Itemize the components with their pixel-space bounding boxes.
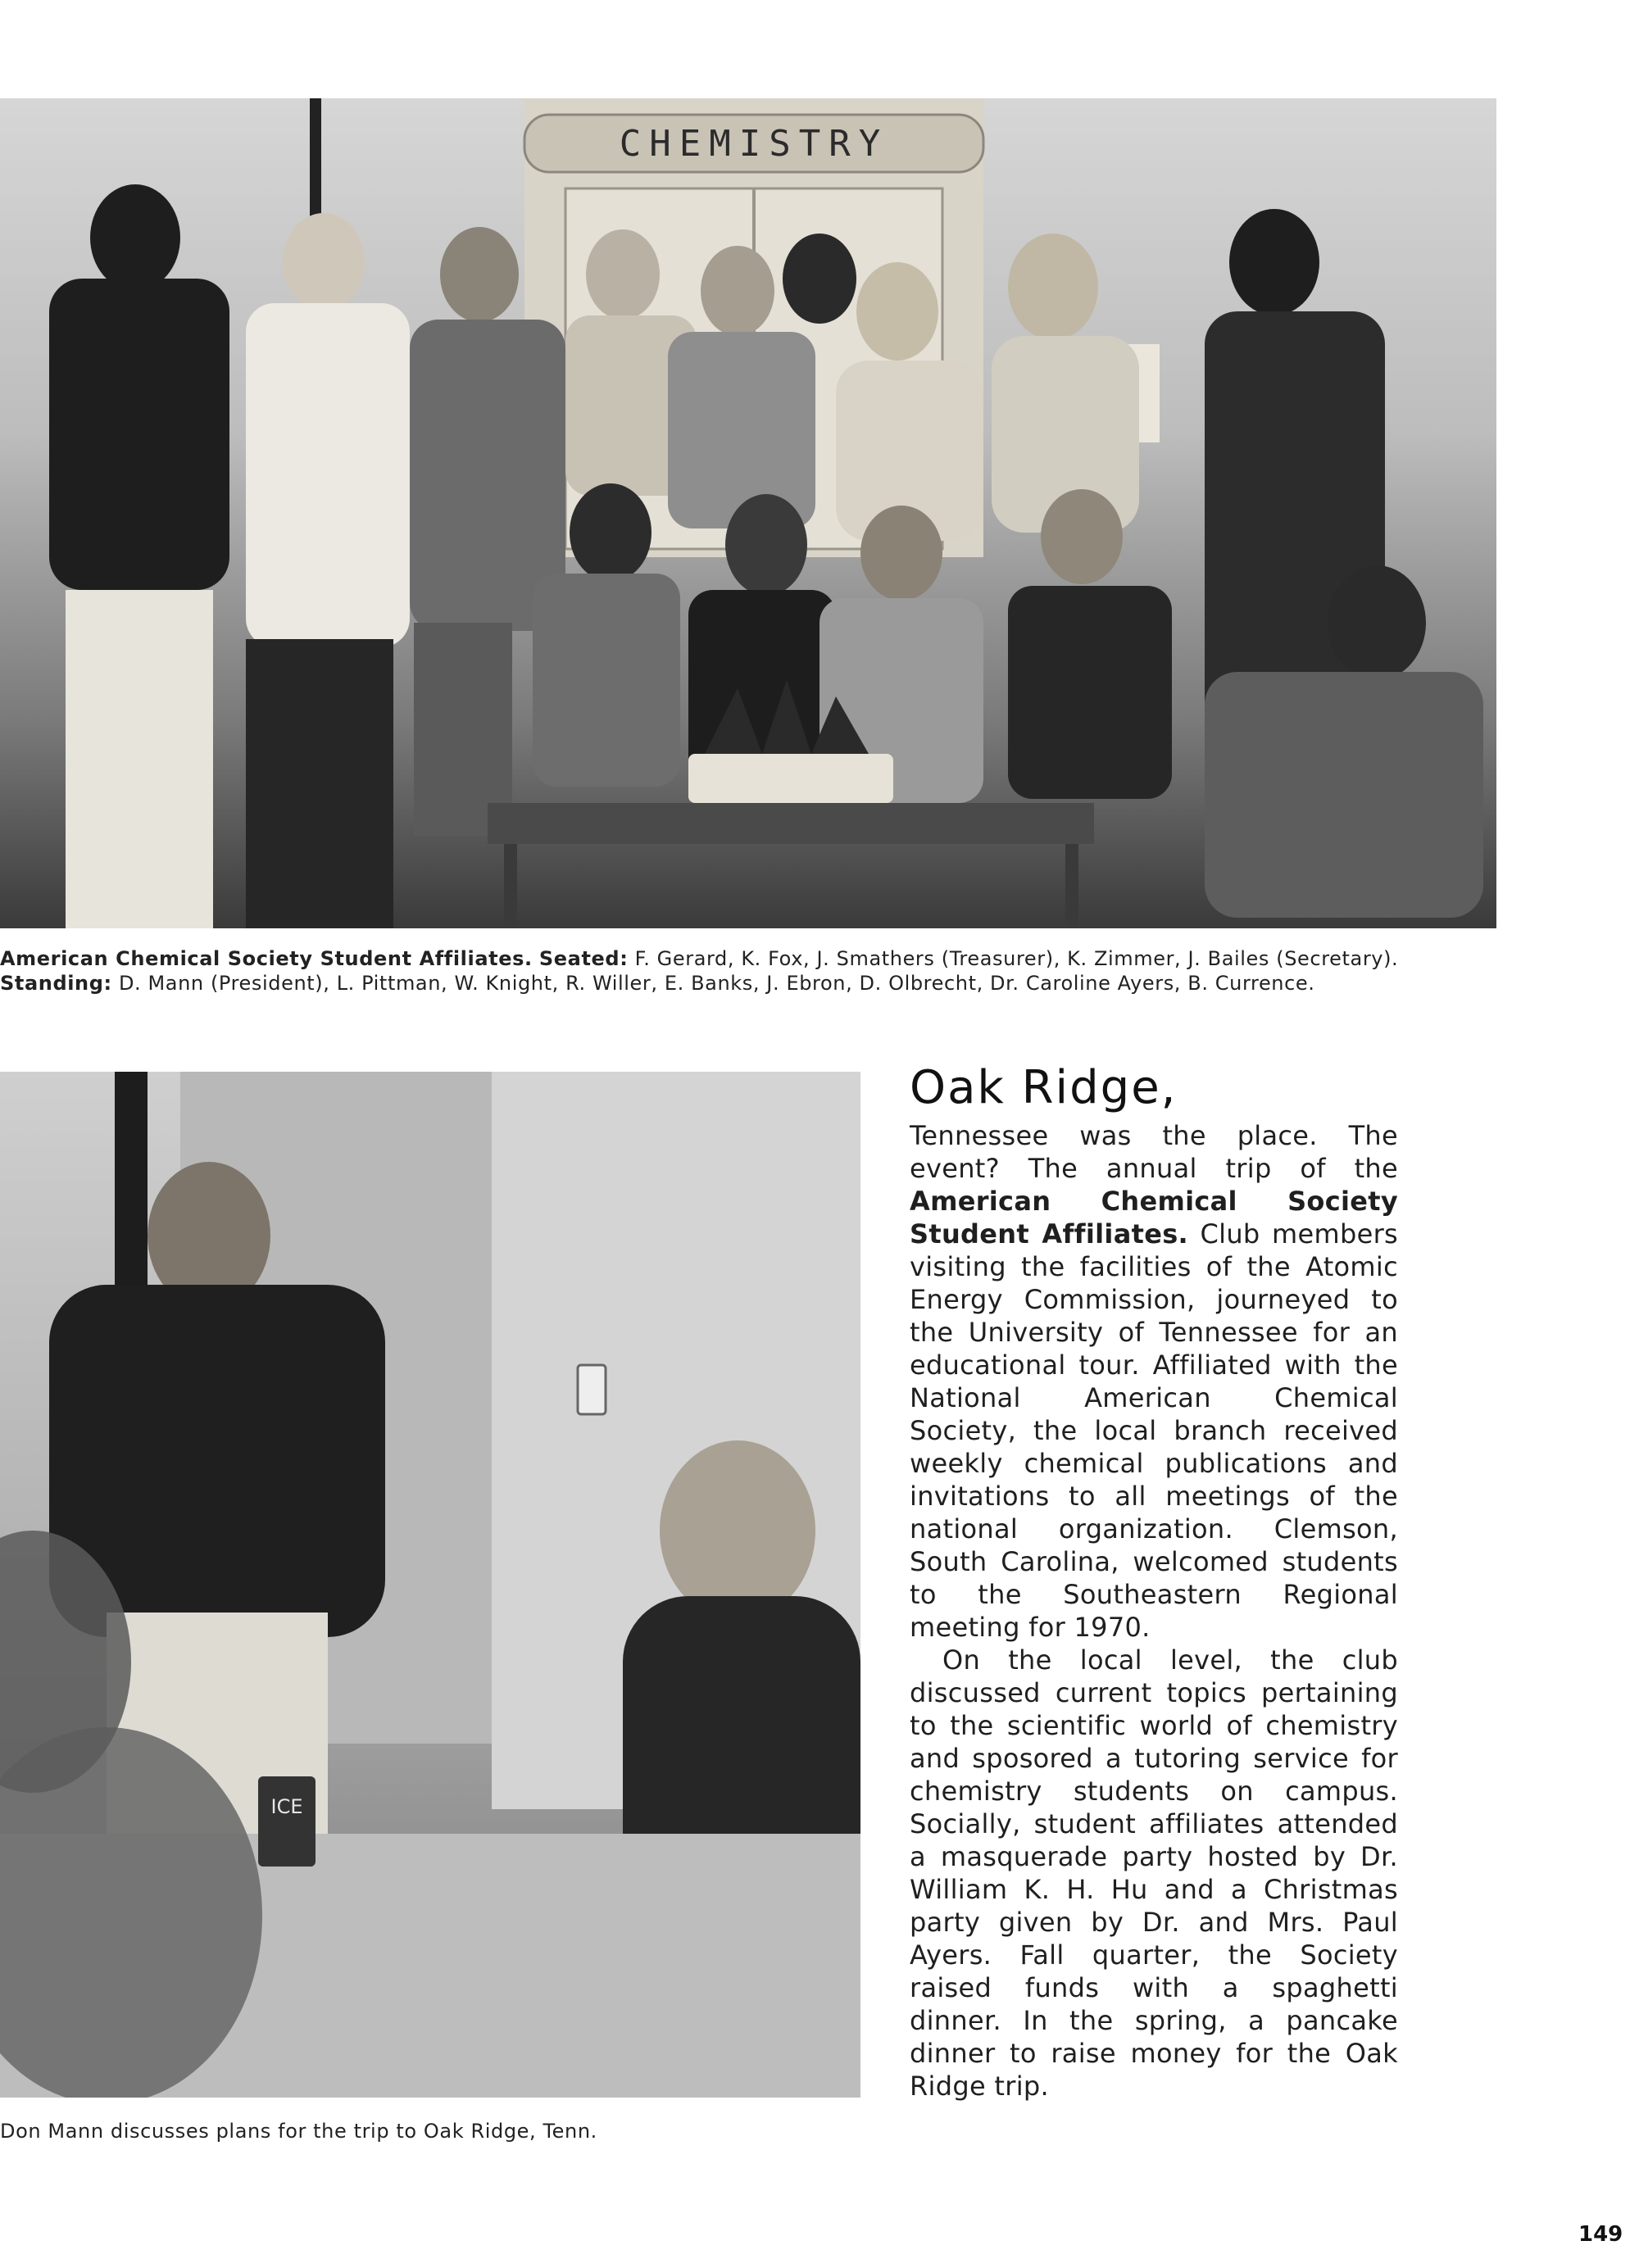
meeting-photo-illustration bbox=[0, 1072, 860, 2098]
paragraph-1-lead: Tennessee was the place. The event? The annual trip of the bbox=[910, 1120, 1398, 1184]
article-paragraph-2: On the local level, the club discussed current topics pertaining to the scientific world of chemistry and sposored a tutoring service for chemistry students on campus. Socially, student affiliates attended a masquerade party hosted by Dr. William K. H. Hu and a Christmas party given by Dr. and Mrs. Paul Ayers. Fall quarter, the Society raised funds with a spaghetti dinner. In the spring, a pancake dinner to raise money for the Oak Ridge trip. bbox=[910, 1644, 1398, 2102]
group-photo-caption bbox=[0, 946, 1398, 996]
cup-text: ICE bbox=[270, 1795, 303, 1818]
chemistry-sign-text: CHEMISTRY bbox=[619, 123, 889, 165]
page-number: 149 bbox=[1578, 2222, 1623, 2247]
caption-standing-label: Standing: bbox=[0, 972, 112, 995]
cup bbox=[258, 1776, 316, 1867]
meeting-photo-caption: Don Mann discusses plans for the trip to Oak Ridge, Tenn. bbox=[0, 2120, 597, 2143]
article-headline: Oak Ridge, bbox=[910, 1061, 1178, 1114]
article-body bbox=[910, 1119, 1398, 2102]
coffee-table bbox=[488, 803, 1094, 844]
light-switch bbox=[578, 1365, 606, 1414]
paragraph-1-rest: Club members visiting the facilities of the Atomic Energy Commission, journeyed to the University of Tennessee for an educational tour. Affiliated with the National American Chemical Society, the local branch received weekly chemical publications and invitations to all meetings of the national organization. Clemson, South Carolina, welcomed students to the Southeastern Regional meeting for 1970. bbox=[910, 1218, 1398, 1643]
plant-planter bbox=[688, 754, 893, 803]
seated-woman-head bbox=[660, 1440, 815, 1621]
group-photo bbox=[0, 98, 1496, 928]
article bbox=[910, 1062, 1398, 2102]
meeting-photo bbox=[0, 1072, 860, 2098]
group-photo-illustration bbox=[0, 98, 1496, 928]
caption-seated-label: Seated: bbox=[538, 947, 629, 970]
caption-standing-names: D. Mann (President), L. Pittman, W. Knight, R. Willer, E. Banks, J. Ebron, D. Olbrecht, Dr. Caroline Ayers, B. Currence. bbox=[118, 972, 1315, 995]
caption-seated-names: F. Gerard, K. Fox, J. Smathers (Treasurer), K. Zimmer, J. Bailes (Secretary). bbox=[634, 947, 1399, 970]
caption-title: American Chemical Society Student Affiliates. bbox=[0, 947, 533, 970]
article-paragraph-1 bbox=[910, 1119, 1398, 1644]
paragraph-1-bold: American Chemical Society Student Affiliates. bbox=[910, 1186, 1398, 1250]
caption-line-standing bbox=[0, 971, 1398, 996]
caption-line-seated bbox=[0, 946, 1398, 971]
